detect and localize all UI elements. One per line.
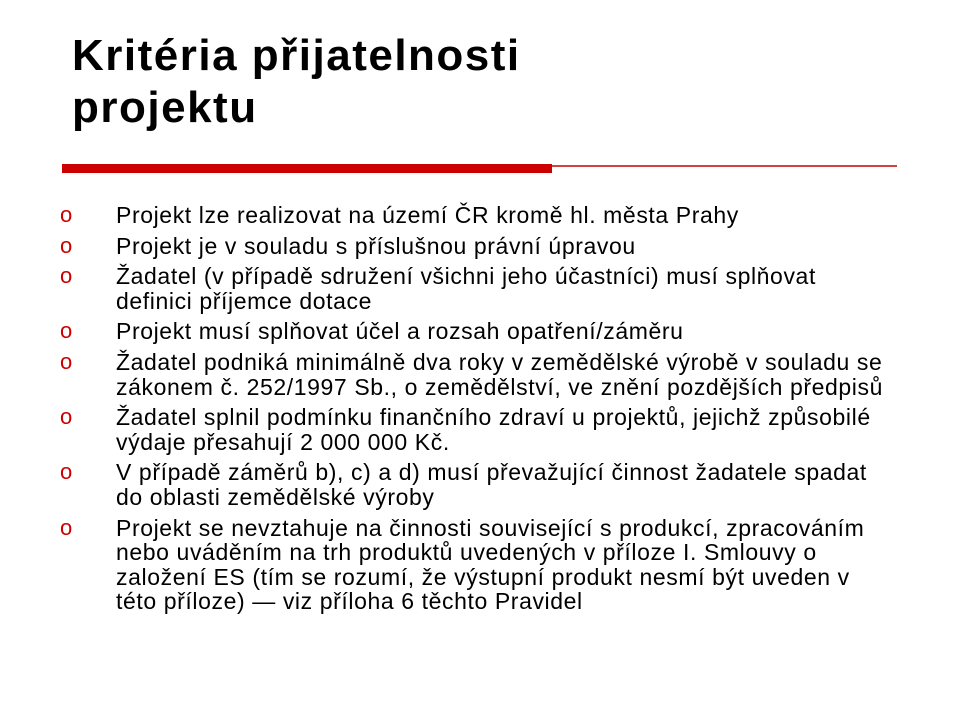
bullet-marker: o [60,459,73,485]
slide-title [72,30,892,134]
bullet-item [60,516,890,614]
slide-title-line-1: Kritéria přijatelnosti [72,31,521,80]
bullet-marker: o [60,348,73,374]
title-divider-thin [552,165,897,167]
bullet-marker: o [60,202,73,227]
bullet-text: Projekt musí splňovat účel a rozsah opatření/záměru [116,318,684,345]
bullet-item [60,203,890,228]
bullet-marker: o [60,318,73,344]
bullet-item [60,460,890,509]
bullet-text: Žadatel splnil podmínku finančního zdraví u projektů, jejichž způsobilé výdaje přesahují 2 000 000 Kč. [116,404,871,455]
slide-title-line-2: projektu [72,83,258,132]
bullet-item [60,350,890,399]
bullet-text: Projekt se nevztahuje na činnosti související s produkcí, zpracováním nebo uváděním na trh produktů uvedených v příloze I. Smlouvy o založení ES (tím se rozumí, že výstupní produkt nesmí být uveden v této příloze) — viz příloha 6 těchto Pravidel [116,514,865,615]
bullet-text: Žadatel podniká minimálně dva roky v zemědělské výrobě v souladu se zákonem č. 252/1997 Sb., o zemědělství, ve znění pozdějších předpisů [116,348,884,400]
bullet-text: Projekt lze realizovat na území ČR kromě hl. města Prahy [116,202,739,228]
bullet-marker: o [60,514,73,540]
bullet-marker: o [60,404,73,430]
bullet-text: V případě záměrů b), c) a d) musí převažující činnost žadatele spadat do oblasti zemědělské výroby [116,459,867,510]
bullet-marker: o [60,263,73,289]
bullet-item [60,405,890,454]
bullet-item [60,264,890,313]
bullet-marker: o [60,232,73,258]
title-divider-thick [62,164,552,173]
bullet-text: Žadatel (v případě sdružení všichni jeho účastníci) musí splňovat definici příjemce dotace [116,263,816,314]
bullet-list [60,203,890,620]
bullet-item [60,319,890,344]
bullet-item [60,234,890,259]
bullet-text: Projekt je v souladu s příslušnou právní úpravou [116,232,636,259]
title-divider [62,160,902,172]
